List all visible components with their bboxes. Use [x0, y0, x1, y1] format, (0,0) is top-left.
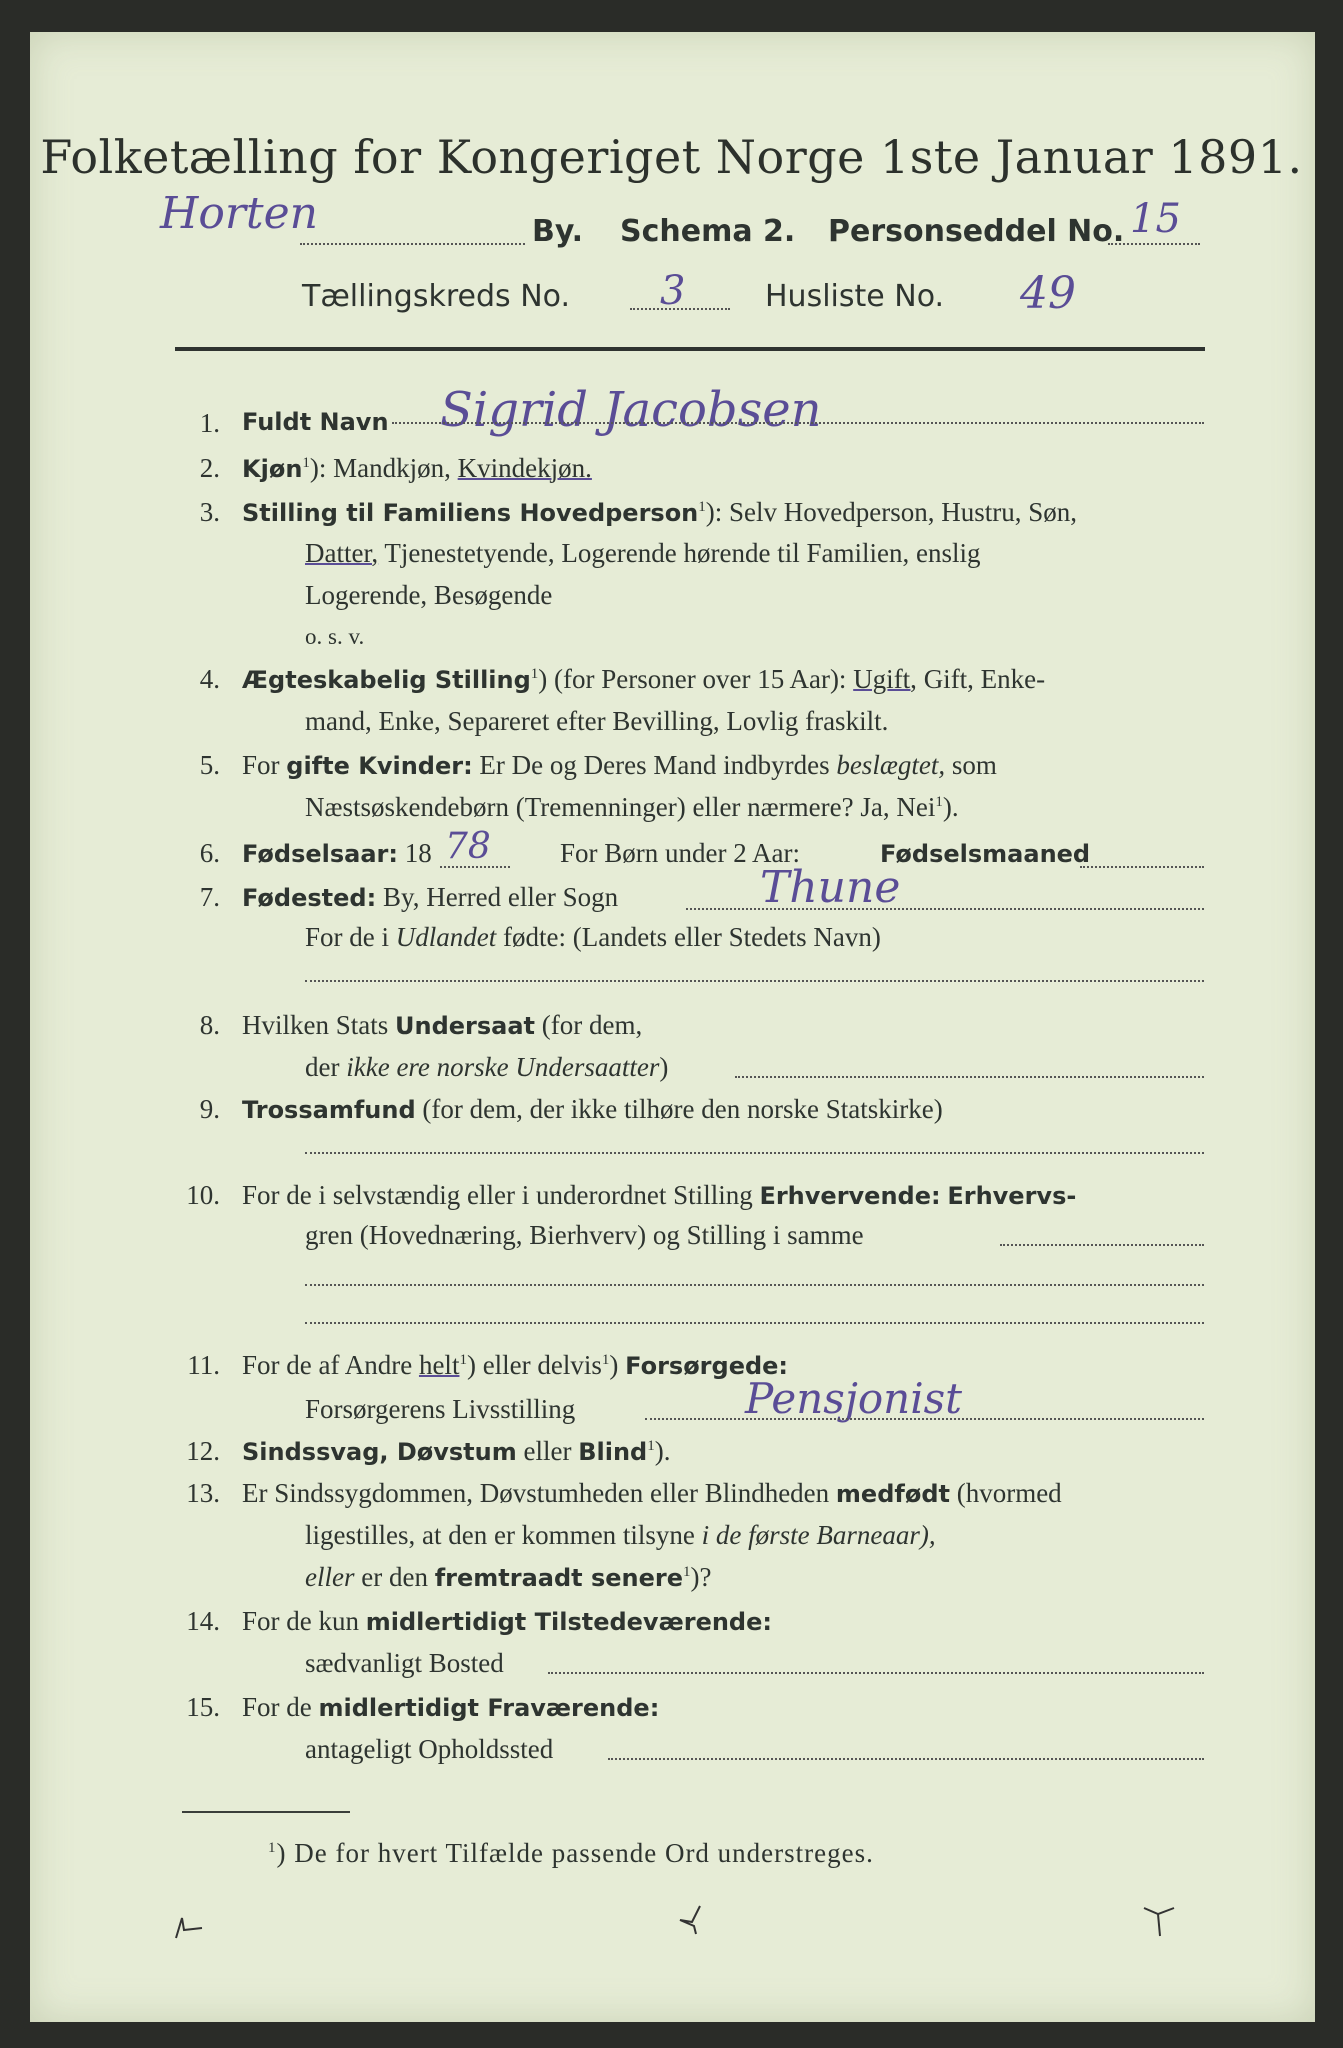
item-14-number: 14. — [186, 1606, 220, 1636]
item-9-dotline — [305, 1152, 1204, 1154]
registration-mark-left — [170, 1908, 210, 1948]
item-11-number: 11. — [187, 1350, 220, 1380]
item-15-number: 15. — [186, 1692, 220, 1722]
item-13-label: medfødt — [835, 1480, 950, 1508]
item-15-dotline — [608, 1758, 1204, 1760]
form-title: Folketælling for Kongeriget Norge 1ste Januar 1891. — [40, 130, 1303, 184]
birth-year-prefix: 18 — [404, 838, 432, 868]
item-2-footnote-mark: 1 — [302, 455, 310, 471]
item-13-line-2-a: ligestilles, at den er kommen tilsyne — [305, 1520, 695, 1550]
item-10-number: 10. — [186, 1180, 220, 1210]
item-6-number: 6. — [199, 838, 220, 868]
footnote-rule — [182, 1811, 350, 1813]
item-9-label: Trossamfund — [242, 1096, 416, 1124]
item-7-question: By, Herred eller Sogn — [382, 882, 619, 912]
header-rule — [175, 347, 1205, 351]
item-12-number: 12. — [186, 1436, 220, 1466]
item-11-label: Forsørgede: — [625, 1352, 789, 1380]
item-14-line-2-text: sædvanligt Bosted — [305, 1648, 504, 1678]
personseddel-label: Personseddel No. — [828, 214, 1125, 249]
item-13-prefix: Er Sindssygdommen, Døvstumheden eller Blindheden — [242, 1478, 830, 1508]
birth-year-value: 78 — [445, 826, 491, 867]
item-3-options-2: Tjenestetyende, Logerende hørende til Familien, enslig — [384, 538, 981, 568]
schema-label: Schema 2. — [620, 214, 796, 249]
place-dotline — [300, 243, 525, 245]
personseddel-number: 15 — [1130, 196, 1181, 242]
item-3-options-4: o. s. v. — [305, 624, 365, 649]
item-11-options: ) eller delvis — [466, 1350, 602, 1380]
item-8-question: (for dem, — [541, 1010, 643, 1040]
item-5-prefix: For — [242, 750, 280, 780]
item-13-number: 13. — [186, 1478, 220, 1508]
item-4-options-2: mand, Enke, Separeret efter Bevilling, Lovlig fraskilt. — [305, 706, 889, 736]
place-handwritten: Horten — [160, 188, 318, 239]
kreds-label: Tællingskreds No. — [302, 279, 570, 314]
item-15-prefix: For de — [242, 1692, 312, 1722]
census-form-sheet — [30, 32, 1315, 2022]
item-12-or: eller — [523, 1436, 572, 1466]
item-3-selected: Datter, — [305, 538, 379, 568]
item-14-prefix: For de kun — [242, 1606, 359, 1636]
item-10-prefix: For de i selvstændig eller i underordnet Stilling — [242, 1180, 753, 1210]
item-13-line-3-a: er den — [361, 1562, 428, 1592]
item-9-number: 9. — [199, 1094, 220, 1124]
item-10-line-2-text: gren (Hovednæring, Bierhverv) og Stilling i samme — [305, 1220, 864, 1250]
provider-occupation-value: Pensjonist — [745, 1374, 963, 1423]
kreds-number: 3 — [660, 268, 686, 314]
item-4-number: 4. — [199, 664, 220, 694]
item-13-line-3-italic: eller — [305, 1562, 355, 1592]
kreds-dotline — [630, 308, 730, 310]
item-7-line-2-italic: Udlandet — [395, 922, 497, 952]
registration-mark-center — [672, 1898, 712, 1938]
husliste-label: Husliste No. — [765, 279, 945, 314]
item-11-prefix: For de af Andre — [242, 1350, 413, 1380]
item-1-label: Fuldt Navn — [242, 408, 389, 436]
by-label: By. — [532, 214, 584, 249]
item-10-dotline-a — [1000, 1244, 1204, 1246]
item-4-label: Ægteskabelig Stilling — [242, 666, 531, 694]
item-2-selected: Kvindekjøn. — [457, 453, 592, 483]
item-6-question: For Børn under 2 Aar: — [560, 838, 800, 868]
item-12-label: Sindssvag, Døvstum — [242, 1438, 517, 1466]
item-7-label: Fødested: — [242, 884, 377, 912]
item-6-label: Fødselsaar: — [242, 840, 398, 868]
item-11-selected: helt — [418, 1350, 460, 1380]
item-5-italic: beslægtet, — [836, 750, 946, 780]
item-8-prefix: Hvilken Stats — [242, 1010, 389, 1040]
item-15-line-2-text: antageligt Opholdssted — [305, 1734, 554, 1764]
full-name-value: Sigrid Jacobsen — [440, 382, 822, 438]
husliste-number: 49 — [1020, 268, 1076, 319]
item-14-dotline — [548, 1672, 1204, 1674]
registration-mark-right — [1140, 1902, 1180, 1942]
item-3-options: ): Selv Hovedperson, Hustru, Søn, — [705, 497, 1078, 527]
item-10-dotline-b — [305, 1284, 1204, 1286]
item-13-line-3-bold: fremtraadt senere — [434, 1564, 684, 1592]
item-8-dotline — [735, 1076, 1204, 1078]
item-1-number: 1. — [199, 408, 220, 438]
item-12-label-2: Blind — [578, 1438, 648, 1466]
item-10-label: Erhvervende: — [759, 1182, 941, 1210]
item-4-selected: Ugift, — [853, 664, 917, 694]
item-3-options-3: Logerende, Besøgende — [305, 580, 553, 610]
item-6-dotline-a — [440, 866, 510, 868]
item-4-options-b: Gift, Enke- — [923, 664, 1046, 694]
item-11-dotline — [645, 1418, 1204, 1420]
item-5-label: gifte Kvinder: — [286, 752, 473, 780]
item-2-label: Kjøn — [242, 455, 303, 483]
item-6-dotline-b — [1080, 866, 1204, 868]
item-5-question-end: som — [951, 750, 997, 780]
item-7-answer-dotline — [305, 980, 1204, 982]
item-10-label-2: Erhvervs- — [947, 1182, 1077, 1210]
footnote — [268, 1838, 874, 1869]
item-5-question: Er De og Deres Mand indbyrdes — [479, 750, 830, 780]
item-8-number: 8. — [199, 1010, 220, 1040]
item-8-line-2-italic: ikke ere norske Undersaatter — [346, 1052, 660, 1082]
item-3-label: Stilling til Familiens Hovedperson — [242, 499, 699, 527]
item-11-line-2-text: Forsørgerens Livsstilling — [305, 1394, 576, 1424]
item-2-options: ): Mandkjøn, — [309, 453, 451, 483]
item-1-dotline — [392, 422, 1204, 424]
item-5-number: 5. — [199, 750, 220, 780]
item-7-line-2-b: fødte: (Landets eller Stedets Navn) — [503, 922, 881, 952]
item-13-line-2-italic: i de første Barneaar), — [701, 1520, 936, 1550]
footnote-text: ) De for hvert Tilfælde passende Ord understreges. — [276, 1838, 874, 1868]
item-7-line-2-a: For de i — [305, 922, 389, 952]
personseddel-dotline — [1108, 243, 1200, 245]
item-2-number: 2. — [199, 453, 220, 483]
birthplace-value: Thune — [760, 862, 901, 913]
item-9-question: (for dem, der ikke tilhøre den norske Statskirke) — [422, 1094, 943, 1124]
item-6-label-2: Fødselsmaaned — [880, 840, 1091, 868]
item-8-label: Undersaat — [395, 1012, 536, 1040]
item-8-line-2-a: der — [305, 1052, 340, 1082]
item-15-label: midlertidigt Fraværende: — [318, 1694, 660, 1722]
item-7-number: 7. — [199, 882, 220, 912]
item-7-dotline — [686, 908, 1204, 910]
item-5-options: Næstsøskendebørn (Tremenninger) eller nærmere? Ja, Nei — [305, 792, 936, 822]
item-14-label: midlertidigt Tilstedeværende: — [365, 1608, 772, 1636]
item-10-dotline-c — [305, 1322, 1204, 1324]
footnote-mark: 1 — [268, 1840, 277, 1856]
item-4-options: ) (for Personer over 15 Aar): — [538, 664, 847, 694]
item-13-rest: (hvormed — [956, 1478, 1062, 1508]
item-3-number: 3. — [199, 497, 220, 527]
